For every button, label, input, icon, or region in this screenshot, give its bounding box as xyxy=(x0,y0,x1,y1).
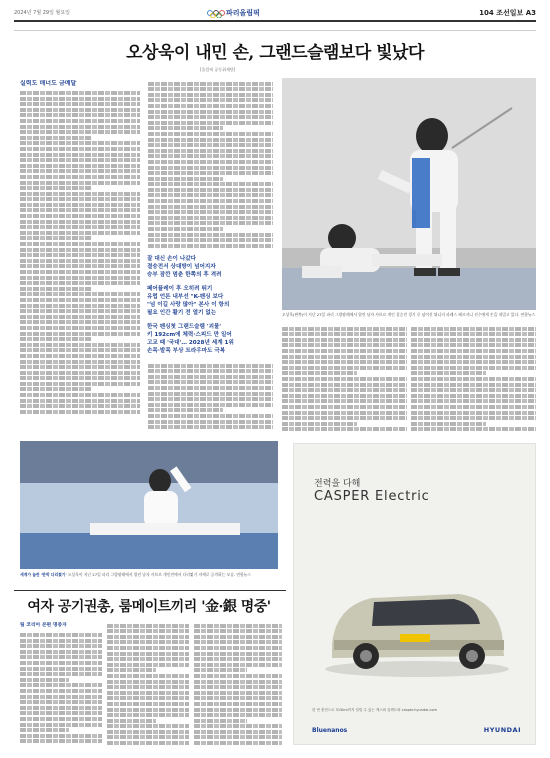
body-text-line xyxy=(411,343,536,347)
body-text-line xyxy=(411,371,486,375)
top-rule xyxy=(14,30,536,31)
body-text-line xyxy=(20,147,140,151)
body-text-line xyxy=(20,348,140,352)
body-text-line xyxy=(282,422,357,426)
body-text-line xyxy=(148,188,273,192)
body-text-line xyxy=(411,394,536,398)
body-text-line xyxy=(194,730,282,734)
photo2-caption-text: 오상욱이 지난 27일 파리 그랑팔레에서 열린 남자 사브르 개인전에서 다리찢기 자세로 공격하는 모습. 연합뉴스 xyxy=(67,572,251,577)
article-column-2b xyxy=(148,362,273,434)
body-text-line xyxy=(107,657,189,661)
body-text-line xyxy=(148,210,273,214)
body-text-line xyxy=(411,427,536,431)
body-text-line xyxy=(20,220,140,224)
body-text-line xyxy=(20,175,140,179)
body-text-line xyxy=(148,115,273,119)
body-text-line xyxy=(282,377,407,381)
body-text-line xyxy=(148,160,273,164)
body-text-line xyxy=(282,327,407,331)
body-text-line xyxy=(107,629,189,633)
body-text-line xyxy=(20,130,140,134)
photo-caption: 오상욱(왼쪽)이 지난 27일 파리 그랑팔레에서 열린 남자 사브르 개인 결승전 경기 중 넘어진 튀니지 파레스 페르자니 선수에게 손을 내밀고 있다. 연합뉴스 xyxy=(282,312,536,317)
article2-column-3 xyxy=(194,622,282,746)
body-text-line xyxy=(20,354,140,358)
body-text-line xyxy=(411,366,536,370)
body-text-line xyxy=(20,102,140,106)
body-text-line xyxy=(194,646,282,650)
body-text-line xyxy=(411,332,536,336)
body-text-line xyxy=(282,371,357,375)
body-text-line xyxy=(194,635,282,639)
body-text-line xyxy=(411,388,536,392)
page-header xyxy=(14,8,536,22)
body-text-line xyxy=(194,629,282,633)
body-text-line xyxy=(20,315,140,319)
body-text-line xyxy=(194,713,282,717)
subhead: 승부 잠깐 멈춘 한쪽의 후 격려 xyxy=(147,272,222,278)
body-text-line xyxy=(20,304,140,308)
body-text-line xyxy=(20,399,140,403)
casper-advertisement[interactable] xyxy=(293,443,536,745)
subhead: 결승전서 상대방이 넘어지자 xyxy=(147,264,216,270)
ad-model-name: CASPER Electric xyxy=(314,489,430,504)
body-text-line xyxy=(411,411,536,415)
body-text-line xyxy=(148,182,273,186)
body-text-line xyxy=(20,717,102,721)
body-text-line xyxy=(148,369,273,373)
body-text-line xyxy=(107,708,189,712)
body-text-line xyxy=(148,227,223,231)
body-text-line xyxy=(20,382,140,386)
body-text-line xyxy=(194,674,282,678)
body-text-line xyxy=(20,108,140,112)
body-text-line xyxy=(194,685,282,689)
second-headline: 여자 공기권총, 룸메이트끼리 '金·銀 명중' xyxy=(27,599,271,615)
body-text-line xyxy=(20,192,140,196)
body-text-line xyxy=(282,355,407,359)
body-text-line xyxy=(411,405,536,409)
body-text-line xyxy=(282,405,407,409)
body-text-line xyxy=(194,640,282,644)
body-text-line xyxy=(107,640,189,644)
body-text-line xyxy=(282,388,407,392)
body-text-line xyxy=(194,719,247,723)
body-text-line xyxy=(194,702,282,706)
body-text-line xyxy=(20,119,140,123)
body-text-line xyxy=(20,706,102,710)
body-text-line xyxy=(20,264,140,268)
body-text-line xyxy=(20,164,140,168)
body-text-line xyxy=(148,177,223,181)
subhead: 잘 대신 손이 나갔다 xyxy=(147,256,197,262)
car-image xyxy=(312,564,517,679)
body-text-line xyxy=(148,126,223,130)
body-text-line xyxy=(20,203,140,207)
body-text-line xyxy=(107,635,189,639)
body-text-line xyxy=(20,225,140,229)
article-column-3b xyxy=(282,325,407,435)
body-text-line xyxy=(20,734,102,738)
body-text-line xyxy=(20,186,92,190)
body-text-line xyxy=(194,708,282,712)
body-text-line xyxy=(20,125,140,129)
body-text-line xyxy=(194,691,282,695)
body-text-line xyxy=(107,713,189,717)
body-text-line xyxy=(20,97,140,101)
body-text-line xyxy=(20,343,140,347)
fencer-split-illustration xyxy=(20,441,278,569)
body-text-line xyxy=(20,633,102,637)
body-text-line xyxy=(148,221,273,225)
article-column-4 xyxy=(411,325,536,435)
body-text-line xyxy=(282,383,407,387)
body-text-line xyxy=(148,87,273,91)
body-text-line xyxy=(411,377,536,381)
body-text-line xyxy=(148,205,273,209)
body-text-line xyxy=(20,197,140,201)
body-text-line xyxy=(107,724,189,728)
photo2-caption-title: 세계가 놀란 '판박 다리찢기' xyxy=(20,572,67,577)
body-text-line xyxy=(20,711,102,715)
subhead: 유럽 언론 내부선 "K-펜싱 보다 xyxy=(147,294,224,300)
article2-column-1 xyxy=(20,622,102,746)
body-text-line xyxy=(411,360,536,364)
section-title: 파리올림픽 xyxy=(226,9,260,17)
byline: [올림픽 공동취재단] xyxy=(200,67,236,72)
body-text-line xyxy=(148,244,273,248)
body-text-line xyxy=(194,741,282,745)
body-text-line xyxy=(20,639,102,643)
body-text-line xyxy=(282,338,407,342)
body-text-line xyxy=(20,326,140,330)
body-text-line xyxy=(282,360,407,364)
body-text-line xyxy=(148,82,273,86)
body-text-line xyxy=(20,404,140,408)
article2-subtitle: 팀 코리아 본편 명중자 xyxy=(20,623,67,628)
body-text-line xyxy=(148,408,223,412)
ad-tagline: 전력을 다해 xyxy=(314,479,361,489)
body-text-line xyxy=(148,166,273,170)
body-text-line xyxy=(20,739,102,743)
body-text-line xyxy=(20,141,140,145)
body-text-line xyxy=(107,685,189,689)
body-text-line xyxy=(148,425,273,429)
body-text-line xyxy=(20,365,140,369)
subhead: 키 192cm에 체력·스피드 만 일어 xyxy=(147,332,232,338)
body-text-line xyxy=(148,403,273,407)
subheads-block xyxy=(147,255,272,355)
photo2-caption xyxy=(20,572,278,577)
body-text-line xyxy=(107,691,189,695)
body-text-line xyxy=(20,236,92,240)
body-text-line xyxy=(20,667,102,671)
fencing-scene-illustration xyxy=(282,78,536,310)
body-text-line xyxy=(194,696,282,700)
body-text-line xyxy=(20,214,140,218)
body-text-line xyxy=(20,672,102,676)
body-text-line xyxy=(282,332,407,336)
body-text-line xyxy=(20,689,102,693)
body-text-line xyxy=(20,248,140,252)
subhead: 필요 인간 활기 전 열기 없는 xyxy=(147,310,217,316)
body-text-line xyxy=(148,216,273,220)
body-text-line xyxy=(148,98,273,102)
body-text-line xyxy=(282,366,407,370)
body-text-line xyxy=(20,332,140,336)
body-text-line xyxy=(148,104,273,108)
body-text-line xyxy=(107,730,189,734)
body-text-line xyxy=(20,376,140,380)
body-text-line xyxy=(20,242,140,246)
body-text-line xyxy=(148,375,273,379)
body-text-line xyxy=(148,93,273,97)
body-text-line xyxy=(107,652,189,656)
body-text-line xyxy=(107,680,189,684)
body-text-line xyxy=(107,663,189,667)
body-text-line xyxy=(20,410,140,414)
body-text-line xyxy=(282,399,407,403)
body-text-line xyxy=(148,414,273,418)
main-headline: 오상욱이 내민 손, 그랜드슬램보다 빛났다 xyxy=(126,43,424,63)
ad-bluelink: Bluenanos xyxy=(312,727,348,734)
body-text-line xyxy=(20,371,140,375)
body-text-line xyxy=(20,281,140,285)
body-text-line xyxy=(411,422,486,426)
article2-column-2 xyxy=(107,622,189,746)
body-text-line xyxy=(194,624,282,628)
body-text-line xyxy=(194,652,282,656)
body-text-line xyxy=(282,427,407,431)
body-text-line xyxy=(194,735,282,739)
fencing-photo xyxy=(282,78,536,310)
body-text-line xyxy=(148,233,273,237)
body-text-line xyxy=(194,680,282,684)
body-text-line xyxy=(148,364,273,368)
body-text-line xyxy=(411,338,536,342)
body-text-line xyxy=(148,132,273,136)
subhead: 손목·발목 부상 트라우마도 극복 xyxy=(147,348,226,354)
subhead: 페어플레이 후 오히려 뛰기 xyxy=(147,286,213,292)
body-text-line xyxy=(20,292,140,296)
section-rule xyxy=(14,590,286,591)
body-text-line xyxy=(107,719,156,723)
body-text-line xyxy=(20,360,140,364)
body-text-line xyxy=(148,143,273,147)
body-text-line xyxy=(20,231,140,235)
subhead: 고교 때 '국대'… 2028년 세계 1위 xyxy=(147,340,234,346)
body-text-line xyxy=(20,683,102,687)
body-text-line xyxy=(20,655,102,659)
ad-legal-text: 한 번 충전으로 315km까지 달릴 수 있는 캐스퍼 일렉트릭 casper.hyundai.com xyxy=(312,708,437,712)
body-text-line xyxy=(282,343,407,347)
subhead: 한국 펜싱첫 그랜드슬램 '괴물' xyxy=(147,324,222,330)
body-text-line xyxy=(148,420,273,424)
body-text-line xyxy=(282,416,407,420)
body-text-line xyxy=(411,399,536,403)
body-text-line xyxy=(411,327,536,331)
body-text-line xyxy=(148,154,273,158)
body-text-line xyxy=(282,394,407,398)
body-text-line xyxy=(107,674,189,678)
body-text-line xyxy=(20,136,92,140)
body-text-line xyxy=(148,238,273,242)
body-text-line xyxy=(194,663,282,667)
body-text-line xyxy=(20,298,140,302)
body-text-line xyxy=(107,668,156,672)
body-text-line xyxy=(148,392,273,396)
body-text-line xyxy=(20,644,102,648)
body-text-line xyxy=(282,411,407,415)
page-number: 104 조선일보 A3 xyxy=(479,9,536,17)
body-text-line xyxy=(107,646,189,650)
subhead: "넘 이길 사랑 많아" 본사 이 항의 xyxy=(147,302,230,308)
body-text-line xyxy=(20,661,102,665)
body-text-line xyxy=(194,724,282,728)
body-text-line xyxy=(107,741,189,745)
body-text-line xyxy=(148,149,273,153)
body-text-line xyxy=(107,735,189,739)
article-column-1 xyxy=(20,80,140,430)
body-text-line xyxy=(148,199,273,203)
body-text-line xyxy=(20,169,140,173)
body-text-line xyxy=(20,276,140,280)
body-text-line xyxy=(20,181,140,185)
body-text-line xyxy=(282,349,407,353)
body-text-line xyxy=(107,624,189,628)
body-text-line xyxy=(20,287,92,291)
body-text-line xyxy=(20,113,140,117)
issue-date: 2024년 7월 29일 월요일 xyxy=(14,10,71,16)
body-text-line xyxy=(411,355,536,359)
body-text-line xyxy=(20,678,69,682)
body-text-line xyxy=(20,695,102,699)
body-text-line xyxy=(148,171,273,175)
olympic-rings-icon xyxy=(207,10,225,18)
body-text-line xyxy=(20,158,140,162)
body-text-line xyxy=(20,387,92,391)
body-text-line xyxy=(148,138,273,142)
body-text-line xyxy=(20,723,102,727)
body-text-line xyxy=(20,700,102,704)
body-text-line xyxy=(411,383,536,387)
body-text-line xyxy=(148,397,273,401)
body-text-line xyxy=(20,208,140,212)
hyundai-logo: HYUNDAI xyxy=(483,726,521,734)
body-text-line xyxy=(148,386,273,390)
body-text-line xyxy=(20,253,140,257)
body-text-line xyxy=(20,309,140,313)
body-text-line xyxy=(411,416,536,420)
body-text-line xyxy=(411,349,536,353)
body-text-line xyxy=(148,121,273,125)
body-text-line xyxy=(194,668,247,672)
body-text-line xyxy=(20,91,140,95)
body-text-line xyxy=(194,657,282,661)
body-text-line xyxy=(20,270,140,274)
body-text-line xyxy=(20,393,140,397)
body-text-line xyxy=(148,380,273,384)
body-text-line xyxy=(20,650,102,654)
body-text-line xyxy=(20,259,140,263)
body-text-line xyxy=(107,702,189,706)
body-text-line xyxy=(107,696,189,700)
celebration-photo xyxy=(20,441,278,569)
body-text-line xyxy=(148,110,273,114)
article-column-2 xyxy=(148,80,273,250)
body-text-line xyxy=(148,193,273,197)
article-subtitle: 실력도 매너도 금메달 xyxy=(20,80,77,87)
body-text-line xyxy=(20,153,140,157)
body-text-line xyxy=(20,320,140,324)
body-text-line xyxy=(20,728,69,732)
body-text-line xyxy=(20,337,92,341)
